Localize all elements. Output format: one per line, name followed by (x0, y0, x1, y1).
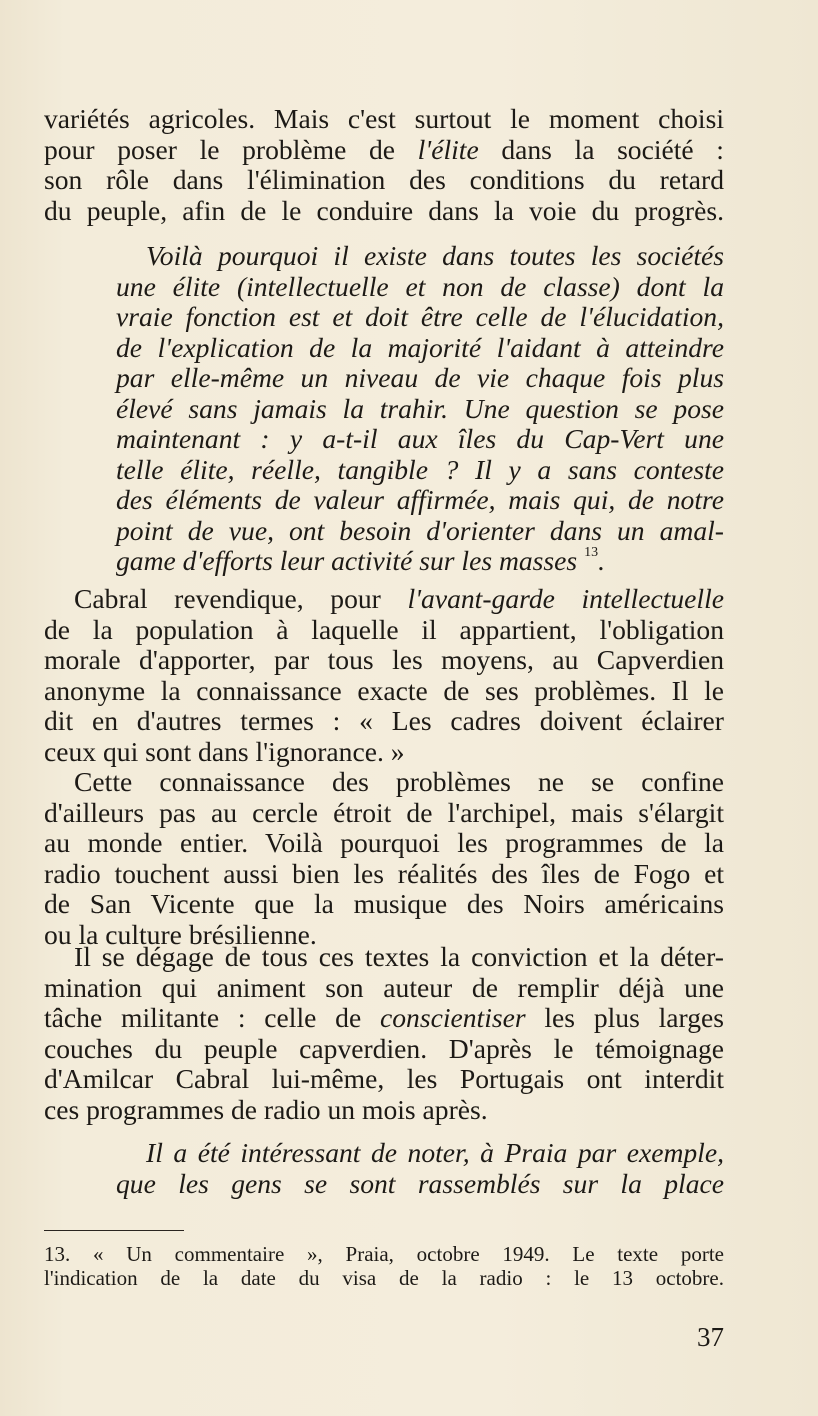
emphasized-term: l'avant-garde intellectuelle (407, 583, 724, 614)
paragraph-1 (44, 104, 724, 226)
footnote-separator (44, 1230, 184, 1231)
paragraph-line: variétés agricoles. Mais c'est surtout le moment choisi (44, 103, 724, 134)
paragraph-line: morale d'apporter, par tous les moyens, au Capverdien (44, 644, 724, 675)
footnote (44, 1242, 724, 1290)
quote-line: point de vue, ont besoin d'orienter dans un amal- (116, 514, 724, 546)
paragraph-line: d'Amilcar Cabral lui-même, les Portugais ont interdit (44, 1063, 724, 1094)
quote-last-line-text: game d'efforts leur activité sur les masses (116, 545, 578, 576)
paragraph-4 (44, 942, 724, 1125)
emphasized-term: l'élite (417, 133, 479, 165)
paragraph-line: couches du peuple capverdien. D'après le témoignage (44, 1032, 724, 1064)
quote-line: de l'explication de la majorité l'aidant à atteindre (116, 331, 724, 363)
paragraph-line: au monde entier. Voilà pourquoi les programmes de la (44, 827, 724, 858)
quote-line: des éléments de valeur affirmée, mais qui, de notre (116, 484, 724, 515)
quote-end-punctuation: . (598, 545, 605, 576)
quote-line: telle élite, réelle, tangible ? Il y a sans conteste (116, 453, 724, 485)
paragraph-line: ceux qui sont dans l'ignorance. » (44, 735, 405, 767)
quote-line: maintenant : y a-t-il aux îles du Cap-Vert une (116, 423, 724, 454)
footnote-line: l'indication de la date du visa de la radio : le 13 octobre. (44, 1266, 724, 1290)
footnote-line: 13. « Un commentaire », Praia, octobre 1949. Le texte porte (44, 1242, 724, 1266)
emphasized-term: conscientiser (380, 1002, 526, 1033)
paragraph-line: ces programmes de radio un mois après. (44, 1093, 488, 1125)
block-quote-2 (116, 1138, 724, 1199)
paragraph-line: de San Vicente que la musique des Noirs américains (44, 888, 724, 919)
quote-line: vraie fonction est et doit être celle de l'élucidation, (116, 301, 724, 332)
paragraph-line: dit en d'autres termes : « Les cadres doivent éclairer (44, 705, 724, 736)
paragraph-line: son rôle dans l'élimination des conditions du retard (44, 164, 724, 195)
paragraph-line: Cabral revendique, pour l'avant-garde intellectuelle (74, 583, 724, 614)
paragraph-line: de la population à laquelle il appartient, l'obligation (44, 613, 724, 645)
paragraph-line: Il se dégage de tous ces textes la conviction et la déter- (74, 941, 724, 972)
quote-line: une élite (intellectuelle et non de classe) dont la (116, 270, 724, 302)
quote-line (116, 546, 724, 577)
paragraph-line: tâche militante : celle de conscientiser les plus larges (44, 1002, 724, 1033)
paragraph-line: d'ailleurs pas au cercle étroit de l'archipel, mais s'élargit (44, 796, 724, 828)
quote-line: Voilà pourquoi il existe dans toutes les sociétés (146, 240, 724, 271)
paragraph-2 (44, 584, 724, 767)
quote-line: par elle-même un niveau de vie chaque fois plus (116, 362, 724, 393)
quote-line: Il a été intéressant de noter, à Praia par exemple, (146, 1137, 724, 1168)
paragraph-3 (44, 767, 724, 950)
paragraph-line: radio touchent aussi bien les réalités des îles de Fogo et (44, 857, 724, 889)
block-quote-1 (116, 241, 724, 577)
paragraph-line: Cette connaissance des problèmes ne se confine (74, 766, 724, 797)
paragraph-line-part: pour poser le problème de l'élite dans la société : (44, 133, 724, 165)
paragraph-line (44, 135, 724, 166)
quote-line: que les gens se sont rassemblés sur la place (116, 1167, 724, 1199)
paragraph-line: ou la culture brésilienne. (44, 918, 317, 950)
paragraph-line: anonyme la connaissance exacte de ses problèmes. Il le (44, 674, 724, 706)
footnote-reference[interactable]: 13 (584, 544, 599, 560)
quote-line: élevé sans jamais la trahir. Une question se pose (116, 392, 724, 424)
paragraph-line: mination qui animent son auteur de remplir déjà une (44, 971, 724, 1003)
page-number: 37 (697, 1322, 724, 1352)
paragraph-line: du peuple, afin de le conduire dans la voie du progrès. (44, 194, 724, 226)
